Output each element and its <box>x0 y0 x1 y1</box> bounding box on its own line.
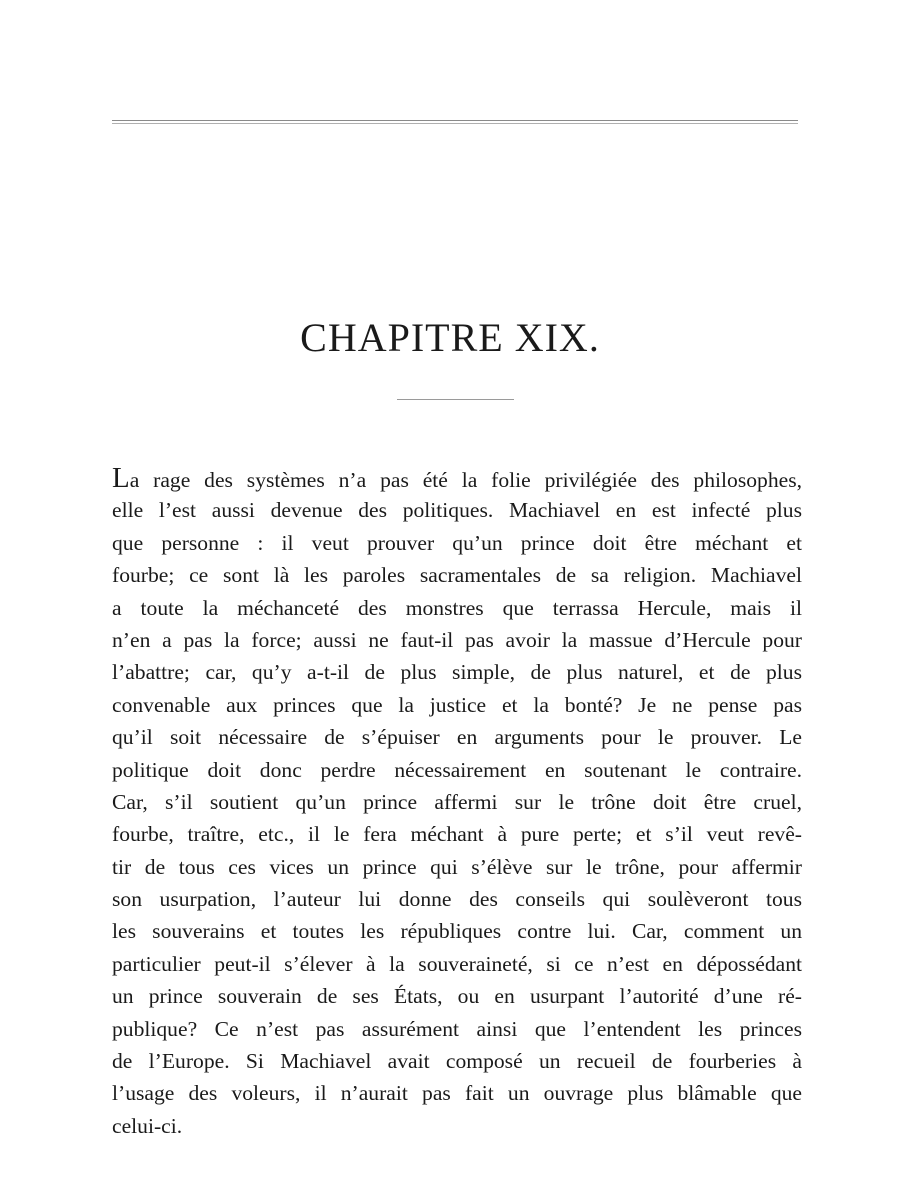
text-line: l’abattre; car, qu’y a-t-il de plus simple, de plus naturel, et de plus <box>112 660 802 685</box>
header-double-rule <box>112 120 798 125</box>
text-line-1 <box>112 462 802 494</box>
first-line-text: a rage des systèmes n’a pas été la folie privilégiée des philosophes, <box>129 468 802 492</box>
text-line: Car, s’il soutient qu’un prince affermi sur le trône doit être cruel, <box>112 789 802 814</box>
text-line: n’en a pas la force; aussi ne faut-il pas avoir la massue d’Hercule pour <box>112 627 802 652</box>
body-paragraph <box>112 462 802 1142</box>
chapter-title: CHAPITRE XIX. <box>300 315 600 360</box>
drop-cap: L <box>112 462 130 494</box>
header-rule-bottom <box>112 123 798 124</box>
text-line: un prince souverain de ses États, ou en usurpant l’autorité d’une ré- <box>112 984 802 1009</box>
text-line: qu’il soit nécessaire de s’épuiser en arguments pour le prouver. Le <box>112 725 802 750</box>
text-line-last: celui-ci. <box>112 1113 183 1138</box>
text-line: l’usage des voleurs, il n’aurait pas fait un ouvrage plus blâmable que <box>112 1081 802 1106</box>
text-line: fourbe; ce sont là les paroles sacramentales de sa religion. Machiavel <box>112 563 802 588</box>
text-line: publique? Ce n’est pas assurément ainsi que l’entendent les princes <box>112 1016 802 1041</box>
text-line: que personne : il veut prouver qu’un prince doit être méchant et <box>112 530 802 555</box>
text-line: fourbe, traître, etc., il le fera méchant à pure perte; et s’il veut revê- <box>112 822 802 847</box>
text-line: elle l’est aussi devenue des politiques. Machiavel en est infecté plus <box>112 498 802 523</box>
text-line: de l’Europe. Si Machiavel avait composé un recueil de fourberies à <box>112 1049 802 1074</box>
text-line: convenable aux princes que la justice et la bonté? Je ne pense pas <box>112 692 802 717</box>
text-line: a toute la méchanceté des monstres que terrassa Hercule, mais il <box>112 595 802 620</box>
text-line: les souverains et toutes les républiques contre lui. Car, comment un <box>112 919 802 944</box>
title-ornament-rule <box>397 399 514 400</box>
text-line: particulier peut-il s’élever à la souveraineté, si ce n’est en dépossédant <box>112 951 802 976</box>
text-line: tir de tous ces vices un prince qui s’élève sur le trône, pour affermir <box>112 854 802 879</box>
text-line: politique doit donc perdre nécessairement en soutenant le contraire. <box>112 757 802 782</box>
header-rule-top <box>112 120 798 121</box>
text-line: son usurpation, l’auteur lui donne des conseils qui soulèveront tous <box>112 887 802 912</box>
